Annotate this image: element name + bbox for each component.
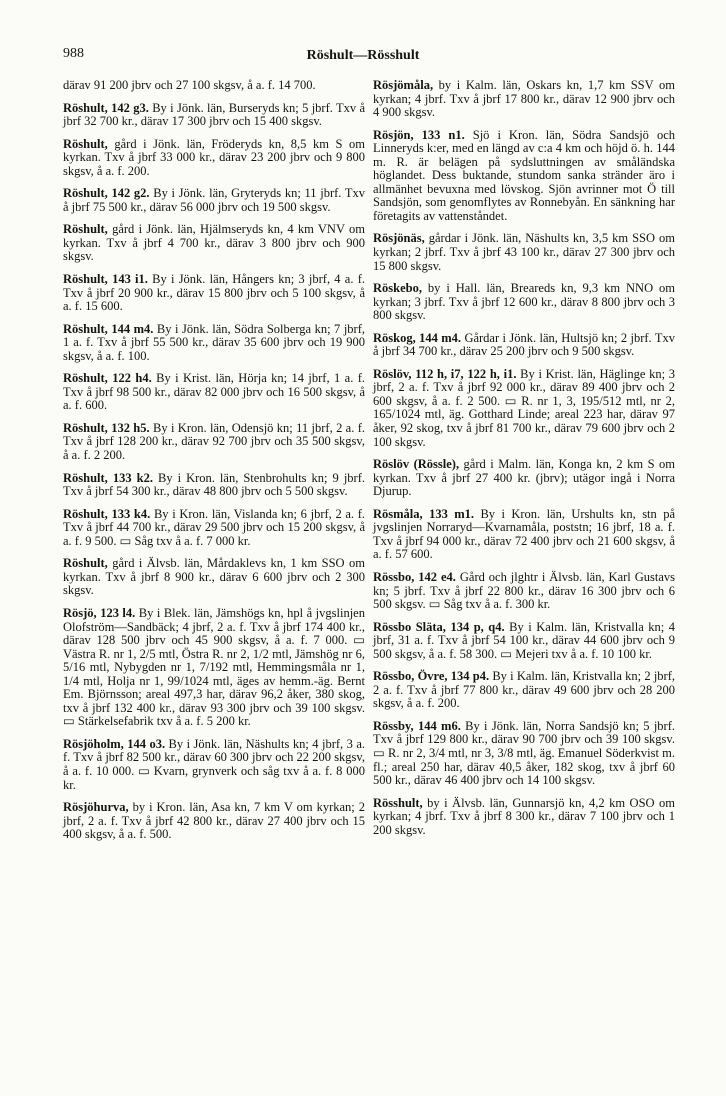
map-reference: 144 o3.: [127, 736, 166, 751]
dictionary-entry: [373, 232, 675, 273]
entry-body: därav 91 200 jbrv och 27 100 skgsv, å a. f. 14 700.: [63, 78, 316, 92]
dictionary-entry: [63, 801, 365, 842]
entry-headword: Röshult,: [63, 136, 108, 151]
map-reference: 133 k2.: [112, 470, 153, 485]
entry-body: By i Jönk. län, Burseryds kn; 5 jbrf. Txv å jbrf 32 700 kr., därav 17 300 jbrv och 15 400 skgsv.: [63, 100, 365, 129]
dictionary-entry: [373, 368, 675, 449]
entry-body: by i Kalm. län, Oskars kn, 1,7 km SSV om kyrkan; 4 jbrf. Txv å jbrf 17 800 kr., därav 12 900 jbrv och 4 900 skgsv.: [373, 78, 675, 120]
dictionary-entry: [63, 557, 365, 598]
entry-body: By i Kron. län, Stenbrohults kn; 9 jbrf. Txv å jbrf 54 300 kr., därav 48 800 jbrv och 5 500 skgsv.: [63, 470, 366, 499]
entry-headword: Rösjöhurva,: [63, 800, 129, 815]
dictionary-entry: [63, 187, 365, 214]
entry-body: By i Kron. län, Urshults kn, stn på jvgslinjen Norraryd—Kvarnamåla, poststn; 16 jbrf, 18 a. f. Txv å jbrf 94 000 kr., därav 72 400 jbrv och 21 600 skgsv, å a. f. 57 600.: [373, 506, 675, 562]
entry-body: By i Kalm. län, Kristvalla kn; 4 jbrf, 31 a. f. Txv å jbrf 54 100 kr., därav 44 600 jbrv och 9 500 skgsv, å a. f. 58 300. ▭ Mejeri txv å a. f. 10 100 kr.: [373, 619, 676, 661]
entry-body: by i Kron. län, Asa kn, 7 km V om kyrkan; 2 jbrf, 2 a. f. Txv å jbrf 42 800 kr., därav 27 400 jbrv och 15 400 skgsv, å a. f. 500.: [63, 800, 365, 842]
map-reference: 134 p4.: [450, 669, 490, 684]
dictionary-entry: [63, 79, 365, 93]
entry-headword: Röshult,: [63, 506, 108, 521]
map-reference: 144 m4.: [419, 330, 462, 345]
entry-headword: Röshult,: [63, 321, 108, 336]
dictionary-entry: [373, 79, 675, 120]
entry-body: by i Älvsb. län, Gunnarsjö kn, 4,2 km OSO om kyrkan; 4 jbrf. Txv å jbrf 8 300 kr., därav 7 100 jbrv och 1 200 skgsv.: [373, 795, 675, 837]
entry-headword: Rössby,: [373, 718, 414, 733]
dictionary-entry: [373, 129, 675, 224]
entry-body: By i Jönk. län, Södra Solberga kn; 7 jbrf, 1 a. f. Txv å jbrf 55 500 kr., därav 35 600 jbrv och 19 900 skgsv, å a. f. 100.: [63, 321, 365, 363]
dictionary-entry: [373, 508, 675, 562]
entry-headword: Rösmåla,: [373, 506, 423, 521]
dictionary-entry: [373, 332, 675, 359]
right-column: [373, 79, 675, 846]
map-reference: 133 m1.: [429, 506, 475, 521]
entry-headword: Röskebo,: [373, 281, 422, 296]
map-reference: 122 h4.: [112, 371, 152, 386]
entry-headword: Rösjömåla,: [373, 78, 434, 92]
running-title: Röshult—Rösshult: [306, 48, 420, 63]
map-reference: 142 e4.: [418, 569, 456, 584]
map-reference: 144 m6.: [417, 718, 461, 733]
map-reference: 142 g2.: [111, 186, 150, 201]
dictionary-entry: [63, 422, 365, 463]
dictionary-entry: [373, 797, 675, 838]
entry-headword: Rösjö,: [63, 605, 97, 620]
dictionary-entry: [63, 508, 365, 549]
entry-body: Sjö i Kron. län, Södra Sandsjö och Linneryds k:er, med en längd av c:a 4 km och höjd ö. h. 144 m. R. är belägen på sydsluttningen av småländska höglandet. Dess buktande, stundom sanka stränder äro i allmänhet bevuxna med lövskog. Sjön avrinner mot Ö till Sandsjön, som genomflytes av Ronnebyån. En sänkning har företagits av vattenståndet.: [373, 127, 675, 223]
entry-headword: Rösjön,: [373, 127, 414, 142]
entry-headword: Röshult,: [63, 186, 108, 201]
entry-body: Gård och jlghtr i Älvsb. län, Karl Gustavs kn; 5 jbrf. Txv å jbrf 22 800 kr., därav 16 300 jbrv och 6 500 skgsv. ▭ Såg txv å a. f. 300 kr.: [373, 569, 675, 612]
dictionary-entry: [63, 273, 365, 314]
entry-headword: Röshult,: [63, 100, 108, 115]
entry-headword: Röshult,: [63, 272, 108, 287]
map-reference: 123 l4.: [100, 605, 136, 620]
dictionary-entry: [63, 102, 365, 129]
dictionary-entry: [373, 670, 675, 711]
entry-headword: Röslöv (Rössle),: [373, 457, 460, 472]
entry-body: by i Hall. län, Breareds kn, 9,3 km NNO om kyrkan; 3 jbrf. Txv å jbrf 12 600 kr., därav 8 800 jbrv och 3 800 skgsv.: [373, 281, 675, 323]
entry-body: By i Krist. län, Hörja kn; 14 jbrf, 1 a. f. Txv å jbrf 98 500 kr., därav 82 000 jbrv och 16 500 skgsv, å a. f. 600.: [63, 371, 366, 413]
map-reference: 144 m4.: [111, 321, 154, 336]
entry-body: gård i Jönk. län, Hjälmseryds kn, 4 km VNV om kyrkan. Txv å jbrf 4 700 kr., därav 3 800 jbrv och 900 skgsv.: [63, 222, 365, 264]
entry-headword: Rösjönäs,: [373, 231, 425, 246]
entry-body: By i Kron. län, Odensjö kn; 11 jbrf, 2 a. f. Txv å jbrf 128 200 kr., därav 92 700 jbrv och 35 500 skgsv, å a. f. 2 200.: [63, 420, 366, 463]
dictionary-entry: [63, 472, 365, 499]
map-reference: 143 i1.: [112, 272, 148, 287]
dictionary-entry: [373, 621, 675, 662]
left-column: [63, 79, 365, 851]
dictionary-entry: [373, 282, 675, 323]
map-reference: 142 g3.: [111, 100, 149, 115]
map-reference: 132 h5.: [111, 420, 150, 435]
entry-headword: Rössbo,: [373, 569, 415, 584]
entry-headword: Röshult,: [63, 556, 108, 571]
entry-body: Gårdar i Jönk. län, Hultsjö kn; 2 jbrf. Txv å jbrf 34 700 kr., därav 25 200 jbrv och 9 500 skgsv.: [373, 330, 675, 359]
entry-headword: Rösshult,: [373, 795, 423, 810]
map-reference: 112 h, i7, 122 h, i1.: [415, 366, 517, 381]
dictionary-entry: [373, 571, 675, 612]
map-reference: 133 k4.: [111, 506, 151, 521]
entry-body: By i Krist. län, Häglinge kn; 3 jbrf, 2 a. f. Txv å jbrf 92 000 kr., därav 89 400 jbrv och 2 600 skgsv, å a. f. 2 500. ▭ R. nr 1, 3, 195/512 mtl, nr 2, 165/1024 mtl, äg. Gotthard Linde; areal 223 har, därav 97 åker, 92 skog, txv å jbrf 81 700 kr., därav 79 600 jbrv och 2 100 skgsv.: [373, 366, 675, 449]
entry-body: By i Jönk. län, Näshults kn; 4 jbrf, 3 a. f. Txv å jbrf 82 500 kr., därav 60 300 jbrv och 22 200 skgsv, å a. f. 10 000. ▭ Kvarn, grynverk och såg txv å a. f. 8 000 kr.: [63, 736, 366, 792]
entry-body: By i Jönk. län, Norra Sandsjö kn; 5 jbrf. Txv å jbrf 129 800 kr., därav 90 700 jbrv och 39 100 skgsv. ▭ R. nr 2, 3/4 mtl, nr 3, 3/8 mtl, äg. Emanuel Söderkvist m. fl.; areal 250 har, därav 40,5 åker, 182 skog, txv å jbrf 60 500 kr., därav 46 400 jbrv och 14 100 skgsv.: [373, 718, 675, 788]
entry-body: gård i Malm. län, Konga kn, 2 km S om kyrkan. Txv å jbrf 27 400 kr. (jbrv); utägor ingå i Norra Djurup.: [373, 457, 675, 499]
entry-headword: Rössbo Släta,: [373, 619, 446, 634]
entry-body: gård i Älvsb. län, Mårdaklevs kn, 1 km SSO om kyrkan. Txv å jbrf 8 900 kr., därav 6 600 jbrv och 2 300 skgsv.: [63, 556, 365, 598]
dictionary-entry: [63, 223, 365, 264]
entry-body: By i Kron. län, Vislanda kn; 6 jbrf, 2 a. f. Txv å jbrf 44 700 kr., därav 29 500 jbrv och 15 200 skgsv, å a. f. 9 500. ▭ Såg txv å a. f. 7 000 kr.: [63, 506, 366, 548]
page-number: 988: [63, 46, 84, 61]
dictionary-entry: [63, 372, 365, 413]
entry-body: By i Blek. län, Jämshögs kn, hpl å jvgslinjen Olofström—Sandbäck; 4 jbrf, 2 a. f. Txv å jbrf 174 400 kr., därav 128 500 jbrv och 45 900 skgsv, å a. f. 7 000. ▭ Västra R. nr 1, 2/5 mtl, Östra R. nr 2, 1/2 mtl, Jämshög nr 6, 5/16 mtl, Nybygden nr 1, 7/192 mtl, Hemmingsmåla nr 1, 1/4 mtl, Holja nr 1, 99/1024 mtl, äges av hemm.-äg. Bernt Em. Björnsson; areal 497,3 har, därav 96,2 åker, 380 skog, txv å jbrf 132 400 kr., därav 93 300 jbrv och 39 100 skgsv. ▭ Stärkelsefabrik txv å a. f. 5 200 kr.: [63, 605, 365, 729]
map-reference: 134 p, q4.: [450, 619, 505, 634]
dictionary-entry: [373, 720, 675, 788]
entry-headword: Röshult,: [63, 470, 108, 485]
entry-body: By i Jönk. län, Gryteryds kn; 11 jbrf. Txv å jbrf 75 500 kr., därav 56 000 jbrv och 19 500 skgsv.: [63, 186, 365, 214]
entry-body: By i Kalm. län, Kristvalla kn; 2 jbrf, 2 a. f. Txv å jbrf 77 800 kr., därav 49 600 jbrv och 28 200 skgsv, å a. f. 200.: [373, 669, 675, 711]
map-reference: 133 n1.: [421, 127, 465, 142]
entry-headword: Röskog,: [373, 330, 416, 345]
entry-body: gård i Jönk. län, Fröderyds kn, 8,5 km S om kyrkan. Txv å jbrf 33 000 kr., därav 23 200 jbrv och 9 800 skgsv, å a. f. 200.: [63, 136, 365, 178]
entry-body: gårdar i Jönk. län, Näshults kn, 3,5 km SSO om kyrkan; 2 jbrf. Txv å jbrf 43 100 kr., därav 27 300 jbrv och 15 800 skgsv.: [373, 231, 675, 273]
entry-headword: Röshult,: [63, 371, 108, 386]
entry-body: By i Jönk. län, Hångers kn; 3 jbrf, 4 a. f. Txv å jbrf 20 900 kr., därav 15 800 jbrv och 5 100 skgsv, å a. f. 15 600.: [63, 272, 366, 314]
dictionary-entry: [63, 323, 365, 364]
dictionary-entry: [63, 607, 365, 729]
entry-headword: Rössbo, Övre,: [373, 669, 448, 684]
entry-headword: Rösjöholm,: [63, 736, 124, 751]
entry-headword: Röshult,: [63, 420, 108, 435]
entry-headword: Röslöv,: [373, 366, 412, 381]
dictionary-entry: [63, 738, 365, 792]
dictionary-entry: [373, 458, 675, 499]
dictionary-entry: [63, 138, 365, 179]
entry-headword: Röshult,: [63, 222, 108, 237]
